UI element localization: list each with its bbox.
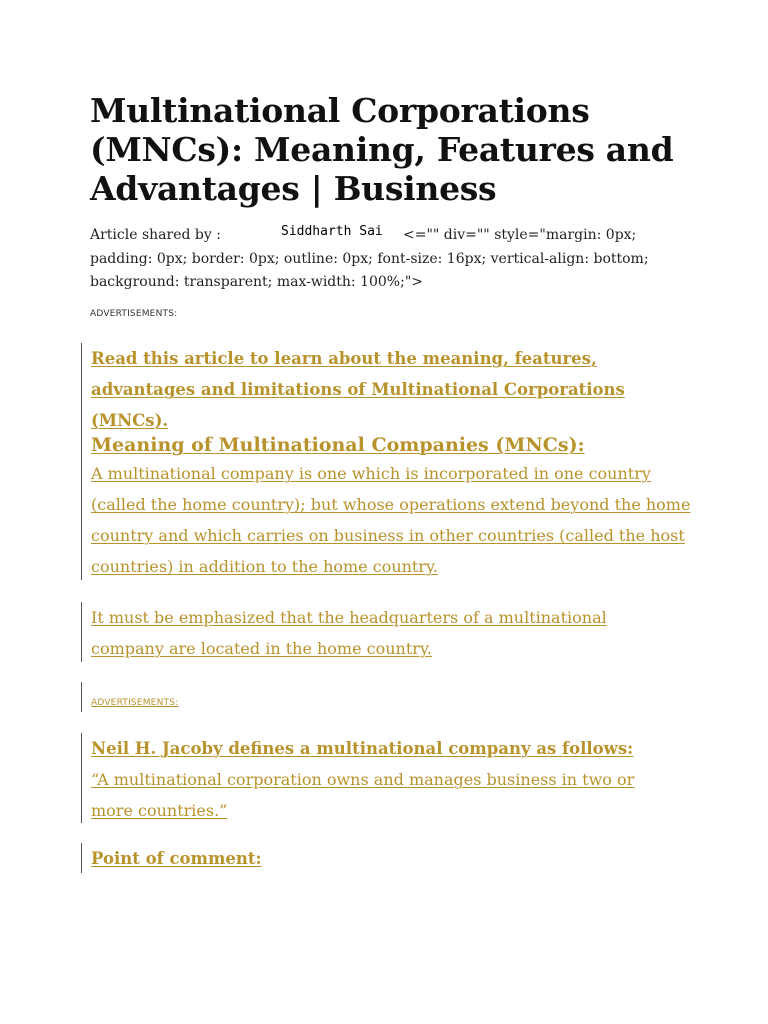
comment-block <box>81 843 262 873</box>
jacoby-quote-link[interactable]: “A multinational corporation owns and manages business in two or more countries.” <box>91 770 635 820</box>
comment-heading-link[interactable]: Point of comment: <box>91 849 262 868</box>
jacoby-heading-link[interactable]: Neil H. Jacoby defines a multinational company as follows: <box>91 739 634 758</box>
article-byline <box>90 224 690 295</box>
byline-label: Article shared by : <box>90 227 221 243</box>
byline-stray-markup-start: <="" div="" style="margin: 0px; <box>403 227 637 243</box>
intro-link[interactable]: Read this article to learn about the meaning, features, advantages and limitations of Multinational Corporations (MNCs). <box>91 349 625 430</box>
jacoby-block <box>81 733 691 823</box>
byline-stray-markup-rest: padding: 0px; border: 0px; outline: 0px; font-size: 16px; vertical-align: bottom; background: transparent; max-width: 100%;"> <box>90 250 649 290</box>
advertisement-label: ADVERTISEMENTS: <box>90 309 178 319</box>
advertisement-block <box>81 682 178 712</box>
headquarters-block <box>81 602 651 662</box>
headquarters-text-link[interactable]: It must be emphasized that the headquarters of a multinational company are located in the home country. <box>91 608 607 658</box>
article-title: Multinational Corporations (MNCs): Meaning, Features and Advantages | Business <box>90 91 674 208</box>
meaning-heading-link[interactable]: Meaning of Multinational Companies (MNCs): <box>91 434 585 456</box>
author-name[interactable]: Siddharth Sai <box>281 224 383 239</box>
intro-block <box>81 343 691 580</box>
meaning-text-link[interactable]: A multinational company is one which is incorporated in one country (called the home country); but whose operations extend beyond the home country and which carries on business in other countries (called the host countries) in addition to the home country. <box>91 464 691 576</box>
advertisement-link[interactable]: ADVERTISEMENTS: <box>91 698 179 708</box>
byline-first-line <box>90 224 690 248</box>
